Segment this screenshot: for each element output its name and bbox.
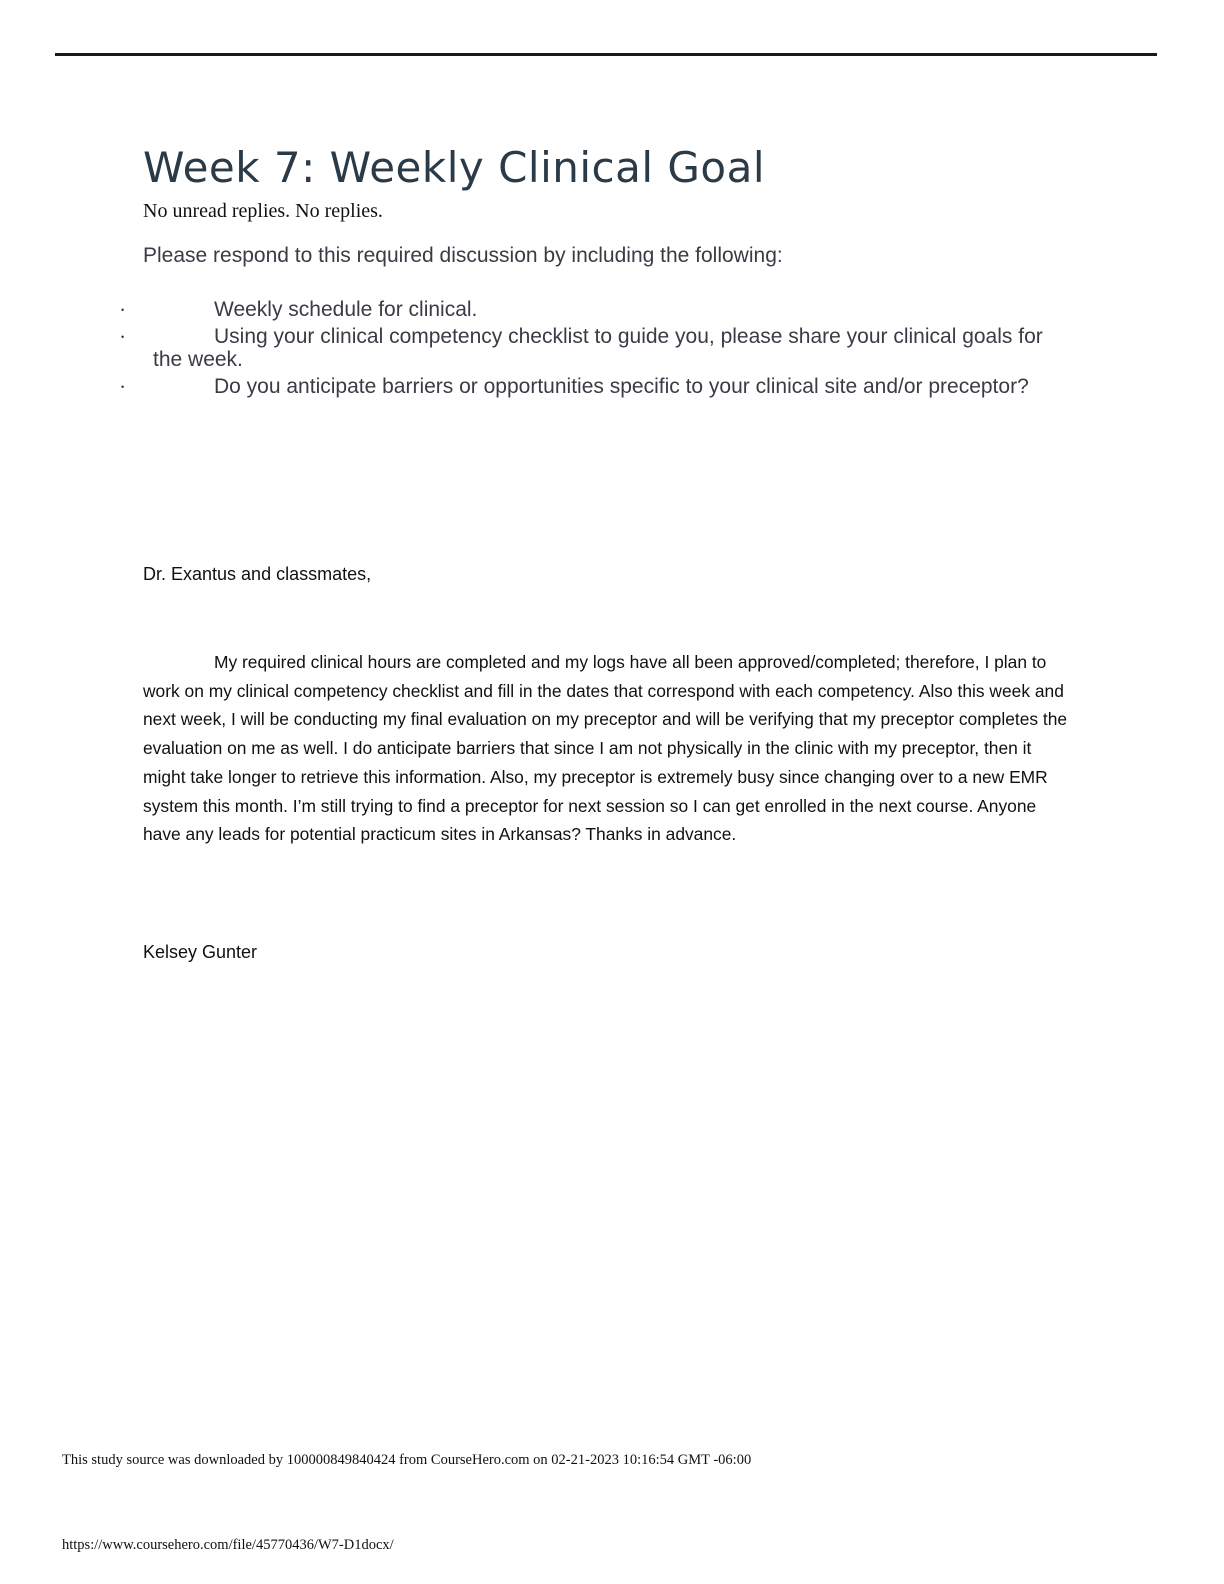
top-divider [55,53,1157,56]
signature: Kelsey Gunter [143,942,258,962]
requirements-list [115,298,1075,402]
salutation: Dr. Exantus and classmates, [143,564,372,584]
list-item [115,375,1075,398]
response-body: My required clinical hours are completed and my logs have all been approved/completed; therefore, I plan to work on my clinical competency checklist and fill in the dates that correspond with each competency. Also this week and next week, I will be conducting my final evaluation on my preceptor and will be verifying that my preceptor completes the evaluation on me as well. I do anticipate barriers that since I am not physically in the clinic with my preceptor, then it might take longer to retrieve this information. Also, my preceptor is extremely busy since changing over to a new EMR system this month. I’m still trying to find a preceptor for next session so I can get enrolled in the next course. Anyone have any leads for potential practicum sites in Arkansas? Thanks in advance. [143,652,1068,845]
list-item-text: Do you anticipate barriers or opportunities specific to your clinical site and/or preceptor? [214,375,1029,398]
list-item-text: Weekly schedule for clinical. [214,298,478,321]
bullet-icon: • [121,382,125,392]
list-item [115,298,1075,321]
replies-status: No unread replies. No replies. [143,200,383,222]
list-item-text: Using your clinical competency checklist to guide you, please share your clinical goals for the week. [153,325,1043,371]
page-title: Week 7: Weekly Clinical Goal [143,143,766,192]
list-item [115,325,1075,371]
bullet-icon: • [121,332,125,342]
discussion-prompt: Please respond to this required discussion by including the following: [143,244,783,267]
download-notice: This study source was downloaded by 100000849840424 from CourseHero.com on 02-21-2023 10:16:54 GMT -06:00 [62,1452,752,1468]
source-url-link[interactable]: https://www.coursehero.com/file/45770436/W7-D1docx/ [62,1537,394,1553]
bullet-icon: • [121,305,125,315]
